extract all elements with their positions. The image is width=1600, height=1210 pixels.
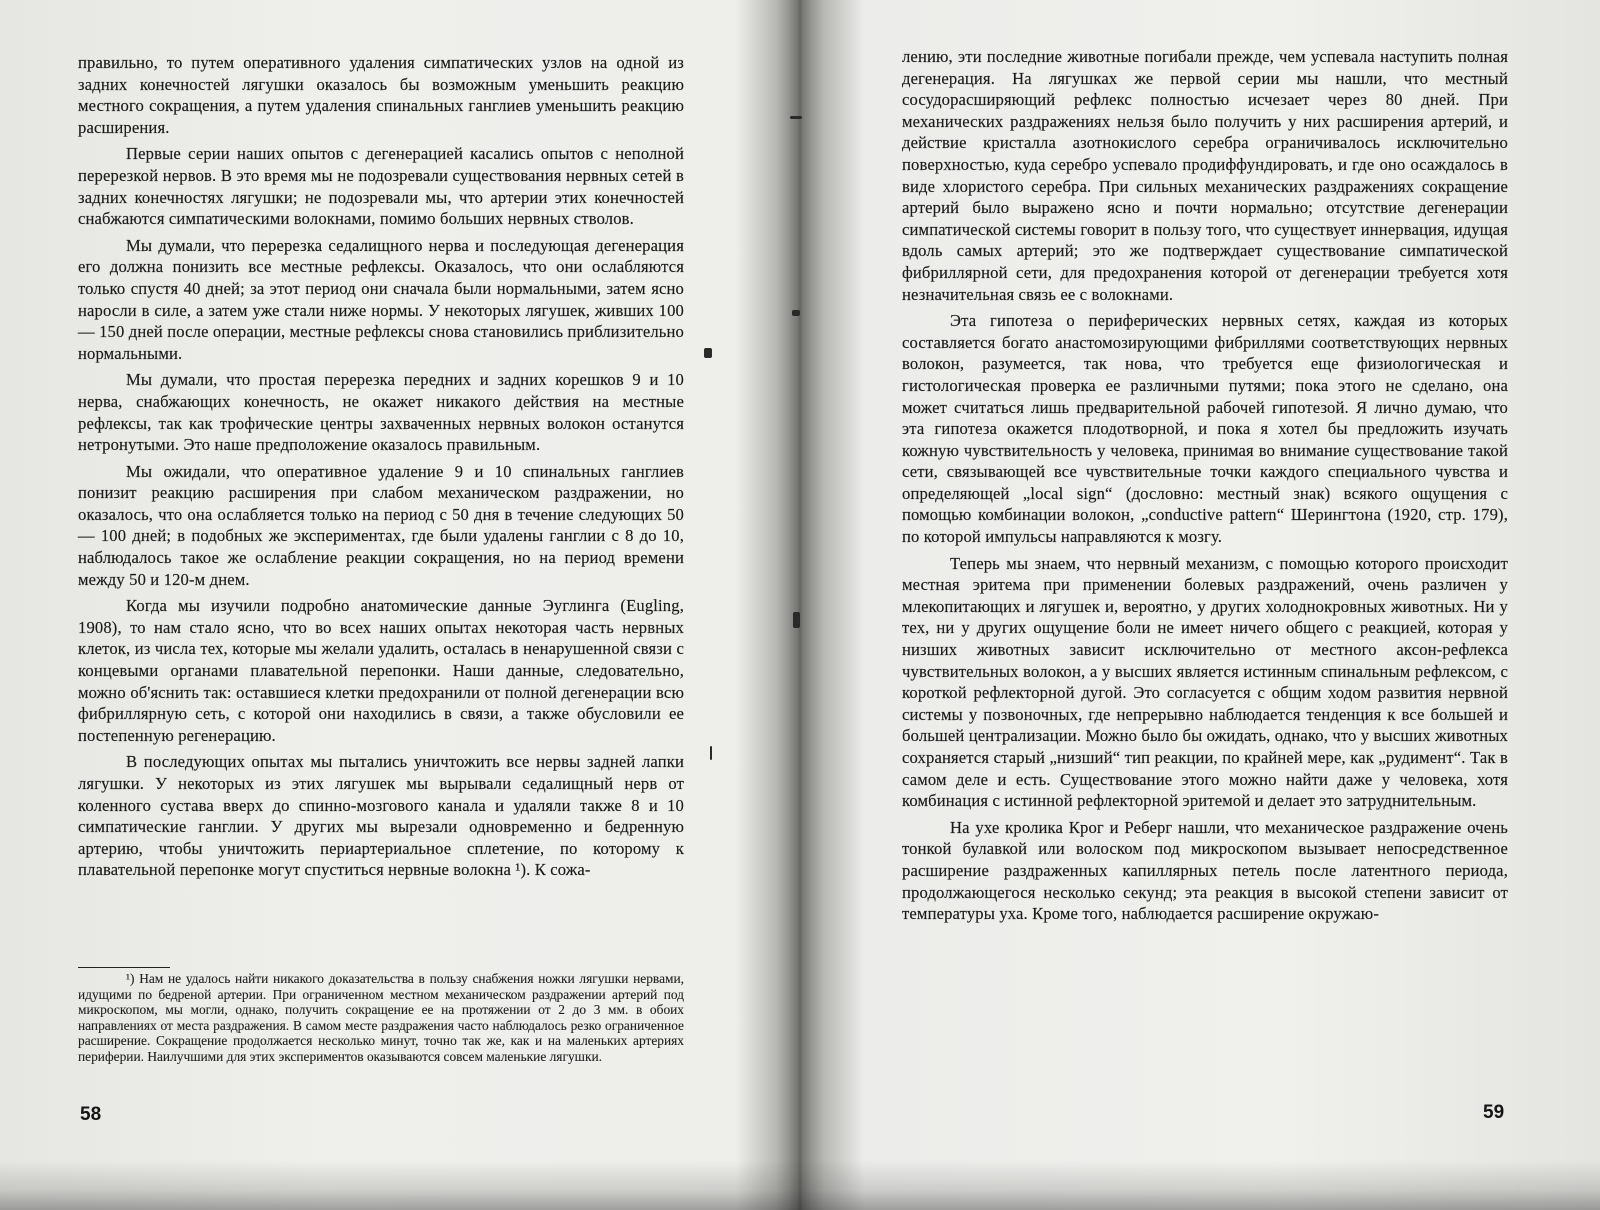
- page-number-right: 59: [1483, 1102, 1505, 1123]
- paragraph: Эта гипотеза о периферических нервных сетях, каждая из которых составляется богато анастомозирующими фибриллями соответствующих нервных волокон, разумеется, так нова, что требуется еще физиологическая и гистологическая проверка ее различными путями; пока этого не сделано, она может считаться лишь предварительной рабочей гипотезой. Я лично думаю, что эта гипотеза окажется плодотворной, и пока я хотел бы предложить изучать кожную чувствительность у человека, принимая во внимание существование такой сети, связывающей все чувствительные точки каждого специального чувства и определяющей „local sign“ (дословно: местный знак) всякого ощущения с помощью комбинации волокон, „conductive pattern“ Шерингтона (1920, стр. 179), по которой импульсы направляются к мозгу.: [902, 311, 1508, 547]
- paragraph: Мы думали, что перерезка седалищного нерва и последующая дегенерация его должна понизить все местные рефлексы. Оказалось, что они ослабляются только спустя 40 дней; за этот период они сначала были нормальными, затем ясно наросли в силе, а затем уже стали ниже нормы. У некоторых лягушек, живших 100 — 150 дней после операции, местные рефлексы снова становились приблизительно нормальными.: [78, 235, 684, 363]
- ink-speck: [710, 746, 712, 760]
- ink-speck: [793, 612, 800, 628]
- page-bottom-edge: [0, 1160, 1600, 1210]
- paragraph: Теперь мы знаем, что нервный механизм, с помощью которого происходит местная эритема при применении болевых раздражений, очень различен у млекопитающих и лягушек и, вероятно, у других холоднокровных животных. Ни у тех, ни у других ощущение боли не имеет ничего общего с реакцией, которая у низших животных зависит исключительно от местного аксон-рефлекса чувствительных волокон, а у высших является истинным спинальным рефлексом, с короткой рефлекторной дугой. Это согласуется с общим ходом развития нервной системы у позвоночных, где непрерывно наблюдается тенденция к все большей и большей централизации. Можно было бы ожидать, однако, что у высших животных сохраняется старый „низший“ тип реакции, по крайней мере, как „рудимент“. Так в самом деле и есть. Существование этого можно найти даже у человека, хотя комбинация с истинной рефлекторной эритемой и делает это затруднительным.: [902, 553, 1508, 811]
- paragraph: Первые серии наших опытов с дегенерацией касались опытов с неполной перерезкой нервов. В это время мы не подозревали существования нервных сетей в задних конечностях лягушки; не подозревали мы, что артерии этих конечностей снабжаются симпатическими волокнами, помимо больших нервных стволов.: [78, 144, 684, 229]
- paragraph: Когда мы изучили подробно анатомические данные Эуглинга (Eugling, 1908), то нам стало ясно, что во всех наших опытах некоторая часть нервных клеток, из числа тех, которые мы желали удалить, осталась в ненарушенной связи с концевыми органами плавательной перепонки. Наши данные, следовательно, можно об'яснить так: оставшиеся клетки предохранили от полной дегенерации всю фибриллярную сеть, с которой они находились в связи, а также обусловили ее постепенную регенерацию.: [78, 596, 684, 745]
- ink-speck: [704, 348, 712, 358]
- book-gutter: [776, 0, 824, 1210]
- paragraph: Мы думали, что простая перерезка передних и задних корешков 9 и 10 нерва, снабжающих конечность, не окажет никакого действия на местные рефлексы, так как трофические центры захваченных нервных волокон останутся нетронутыми. Это наше предположение оказалось правильным.: [78, 370, 684, 455]
- page-number-left: 58: [80, 1104, 102, 1125]
- left-page-body: [78, 52, 684, 886]
- right-page-body: [902, 46, 1508, 930]
- paragraph: Мы ожидали, что оперативное удаление 9 и 10 спинальных ганглиев понизит реакцию расширения при слабом механическом раздражении, но оказалось, что она ослабляется только на период с 50 дня в течение следующих 50 — 100 дней; в подобных же экспериментах, где были удалены ганглии с 8 до 10, наблюдалось такое же ослабление реакции сокращения, но на период времени между 50 и 120-м днем.: [78, 461, 684, 589]
- ink-speck: [792, 310, 800, 316]
- right-page: [800, 0, 1600, 1210]
- footnote: ¹) Нам не удалось найти никакого доказательства в пользу снабжения ножки лягушки нервами, идущими по бедреной артерии. При ограниченном местном механическом раздражении артерий под микроскопом, мы могли, однако, получить сокращение ее на протяжении от 2 до 3 мм. в обоих направлениях от места раздражения. В самом месте раздражения часто наблюдалось резко ограниченное расширение. Сокращение продолжается несколько минут, точно так же, как и на маленьких артериях периферии. Наилучшими для этих экспериментов оказываются совсем маленькие лягушки.: [78, 971, 684, 1064]
- ink-speck: [790, 116, 802, 119]
- footnote-divider: [78, 967, 170, 968]
- paragraph: В последующих опытах мы пытались уничтожить все нервы задней лапки лягушки. У некоторых из этих лягушек мы вырывали седалищный нерв от коленного сустава вверх до спинно-мозгового канала и удаляли также 8 и 10 симпатические ганглии. У других мы вырезали одновременно и бедренную артерию, чтобы уничтожить периартериальное сплетение, по которому к плавательной перепонке могут спуститься нервные волокна ¹). К сожа-: [78, 752, 684, 880]
- paragraph: лению, эти последние животные погибали прежде, чем успевала наступить полная дегенерация. На лягушках же первой серии мы нашли, что местный сосудорасширяющий рефлекс полностью исчезает через 80 дней. При механических раздражениях нельзя было получить у них расширения артерий, и действие кристалла азотнокислого серебра ограничивалось исключительно поверхностью, куда серебро успевало продиффундировать, и где оно осаждалось в виде хлористого серебра. При сильных механических раздражениях сокращение артерий было выражено ясно и почти нормально; отсутствие дегенерации симпатической системы говорит в пользу того, что существует иннервация, идущая вдоль самых артерий; это же подтверждает существование симпатической фибриллярной сети, для предохранения которой от дегенерации требуется хотя незначительная связь ее с волокнами.: [902, 47, 1508, 304]
- paragraph: правильно, то путем оперативного удаления симпатических узлов на одной из задних конечностей лягушки оказалось бы возможным уменьшить реакцию местного сокращения, а путем удаления спинальных ганглиев уменьшить реакцию расширения.: [78, 53, 684, 137]
- paragraph: На ухе кролика Крог и Реберг нашли, что механическое раздражение очень тонкой булавкой или волоском под микроскопом вызывает непосредственное расширение раздраженных капиллярных петель после латентного периода, продолжающегося несколько секунд; эта реакция в высокой степени зависит от температуры уха. Кроме того, наблюдается расширение окружаю-: [902, 817, 1508, 924]
